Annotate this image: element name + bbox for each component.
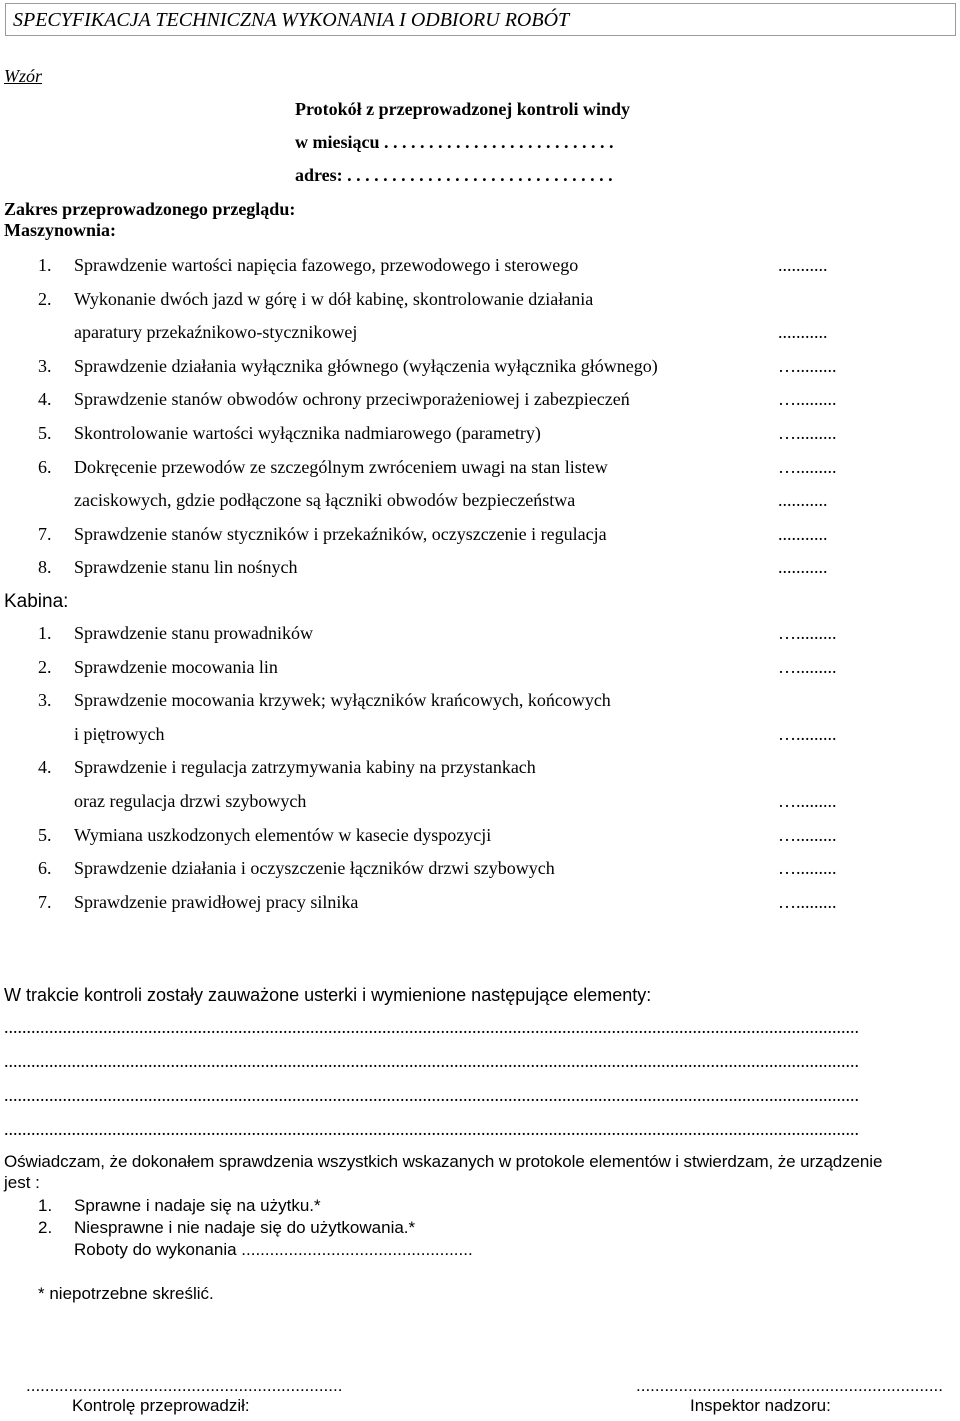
protocol-month: w miesiącu . . . . . . . . . . . . . . . . . . . . . . . . . .	[295, 132, 614, 152]
checklist-number: 1.	[38, 255, 52, 275]
signature-label-right: Inspektor nadzoru:	[690, 1396, 831, 1415]
checklist-number: 3.	[38, 690, 52, 711]
defects-intro: W trakcie kontroli zostały zauważone usterki i wymienione następujące elementy:	[4, 985, 652, 1005]
checklist-text: Skontrolowanie wartości wyłącznika nadmiarowego (parametry)	[74, 423, 541, 443]
checklist-text: Sprawdzenie stanów obwodów ochrony przeciwporażeniowej i zabezpieczeń	[74, 389, 630, 410]
checklist-text: Sprawdzenie wartości napięcia fazowego, przewodowego i sterowego	[74, 255, 579, 275]
work-to-do[interactable]: Roboty do wykonania .................................................	[74, 1240, 473, 1259]
protocol-address: adres: . . . . . . . . . . . . . . . . . . . . . . . . . . . . . .	[295, 165, 613, 185]
scope-heading: Zakres przeprowadzonego przeglądu:	[4, 199, 296, 219]
option-number: 2.	[38, 1218, 53, 1237]
checklist-result-field[interactable]: ….........	[778, 656, 837, 677]
checklist-number: 3.	[38, 355, 52, 376]
defects-line[interactable]: ..............................................................................................................................................................................................	[4, 1119, 859, 1139]
checklist-text: Sprawdzenie stanów styczników i przekaźników, oczyszczenie i regulacja	[74, 523, 607, 544]
checklist-result-field[interactable]: ….........	[778, 723, 837, 744]
checklist-text: i piętrowych	[74, 723, 165, 744]
signature-line-left[interactable]: ...................................................................	[26, 1376, 343, 1395]
checklist-result-field[interactable]: ….........	[778, 623, 837, 643]
checklist-number: 4.	[38, 389, 52, 410]
checklist-result-field[interactable]: ...........	[778, 255, 828, 275]
checklist-result-field[interactable]: ...........	[778, 322, 828, 343]
checklist-number: 4.	[38, 757, 52, 778]
checklist-number: 6.	[38, 858, 52, 879]
cabin-heading: Kabina:	[4, 591, 69, 612]
checklist-result-field[interactable]: ….........	[778, 858, 837, 879]
checklist-result-field[interactable]: ...........	[778, 523, 828, 544]
checklist-text: Sprawdzenie działania i oczyszczenie łączników drzwi szybowych	[74, 858, 555, 879]
machine-room-heading: Maszynownia:	[4, 220, 116, 240]
header-title: SPECYFIKACJA TECHNICZNA WYKONANIA I ODBIORU ROBÓT	[13, 9, 570, 31]
checklist-text: Sprawdzenie prawidłowej pracy silnika	[74, 891, 359, 912]
checklist-number: 2.	[38, 288, 52, 309]
checklist-number: 5.	[38, 423, 52, 443]
checklist-number: 8.	[38, 557, 52, 578]
checklist-text: oraz regulacja drzwi szybowych	[74, 791, 307, 811]
checklist-text: zaciskowych, gdzie podłączone są łączniki obwodów bezpieczeństwa	[74, 490, 576, 511]
option-number: 1.	[38, 1196, 53, 1215]
checklist-result-field[interactable]: ….........	[778, 423, 837, 443]
option-text: Niesprawne i nie nadaje się do użytkowania.*	[74, 1218, 416, 1237]
checklist-number: 7.	[38, 523, 52, 544]
checklist-text: Sprawdzenie mocowania lin	[74, 656, 278, 677]
checklist-number: 6.	[38, 456, 52, 477]
checklist-result-field[interactable]: ….........	[778, 824, 837, 845]
signature-line-right[interactable]: .................................................................	[636, 1376, 944, 1395]
defects-line[interactable]: ..............................................................................................................................................................................................	[4, 1017, 859, 1037]
checklist-text: Sprawdzenie stanu lin nośnych	[74, 557, 298, 578]
document-header	[5, 3, 956, 36]
checklist-text: Wymiana uszkodzonych elementów w kasecie dyspozycji	[74, 824, 492, 845]
checklist-text: Dokręcenie przewodów ze szczególnym zwróceniem uwagi na stan listew	[74, 456, 608, 477]
protocol-title: Protokół z przeprowadzonej kontroli windy	[295, 99, 631, 119]
checklist-result-field[interactable]: ….........	[778, 389, 837, 410]
signature-label-left: Kontrolę przeprowadził:	[72, 1396, 250, 1415]
declaration-line-2: jest :	[4, 1173, 40, 1192]
checklist-number: 2.	[38, 656, 52, 677]
checklist-result-field[interactable]: ...........	[778, 557, 828, 578]
footnote: * niepotrzebne skreślić.	[38, 1284, 214, 1303]
defects-line[interactable]: ..............................................................................................................................................................................................	[4, 1051, 859, 1071]
declaration-line-1: Oświadczam, że dokonałem sprawdzenia wszystkich wskazanych w protokole elementów i stwierdzam, że urządzenie	[4, 1152, 883, 1171]
checklist-text: Sprawdzenie mocowania krzywek; wyłączników krańcowych, końcowych	[74, 690, 611, 711]
defects-line[interactable]: ..............................................................................................................................................................................................	[4, 1085, 859, 1105]
checklist-result-field[interactable]: ….........	[778, 456, 837, 477]
checklist-number: 7.	[38, 891, 52, 912]
checklist-number: 5.	[38, 824, 52, 845]
checklist-result-field[interactable]: ….........	[778, 891, 837, 912]
checklist-number: 1.	[38, 623, 52, 643]
checklist-result-field[interactable]: ...........	[778, 490, 828, 511]
checklist-text: aparatury przekaźnikowo-stycznikowej	[74, 322, 358, 343]
checklist-result-field[interactable]: ….........	[778, 355, 837, 376]
checklist-result-field[interactable]: ….........	[778, 791, 837, 811]
checklist-text: Sprawdzenie działania wyłącznika głównego (wyłączenia wyłącznika głównego)	[74, 355, 658, 376]
checklist-text: Sprawdzenie i regulacja zatrzymywania kabiny na przystankach	[74, 757, 536, 778]
checklist-text: Wykonanie dwóch jazd w górę i w dół kabinę, skontrolowanie działania	[74, 288, 594, 309]
checklist-text: Sprawdzenie stanu prowadników	[74, 623, 313, 643]
template-label: Wzór	[4, 66, 43, 86]
option-text: Sprawne i nadaje się na użytku.*	[74, 1196, 321, 1215]
